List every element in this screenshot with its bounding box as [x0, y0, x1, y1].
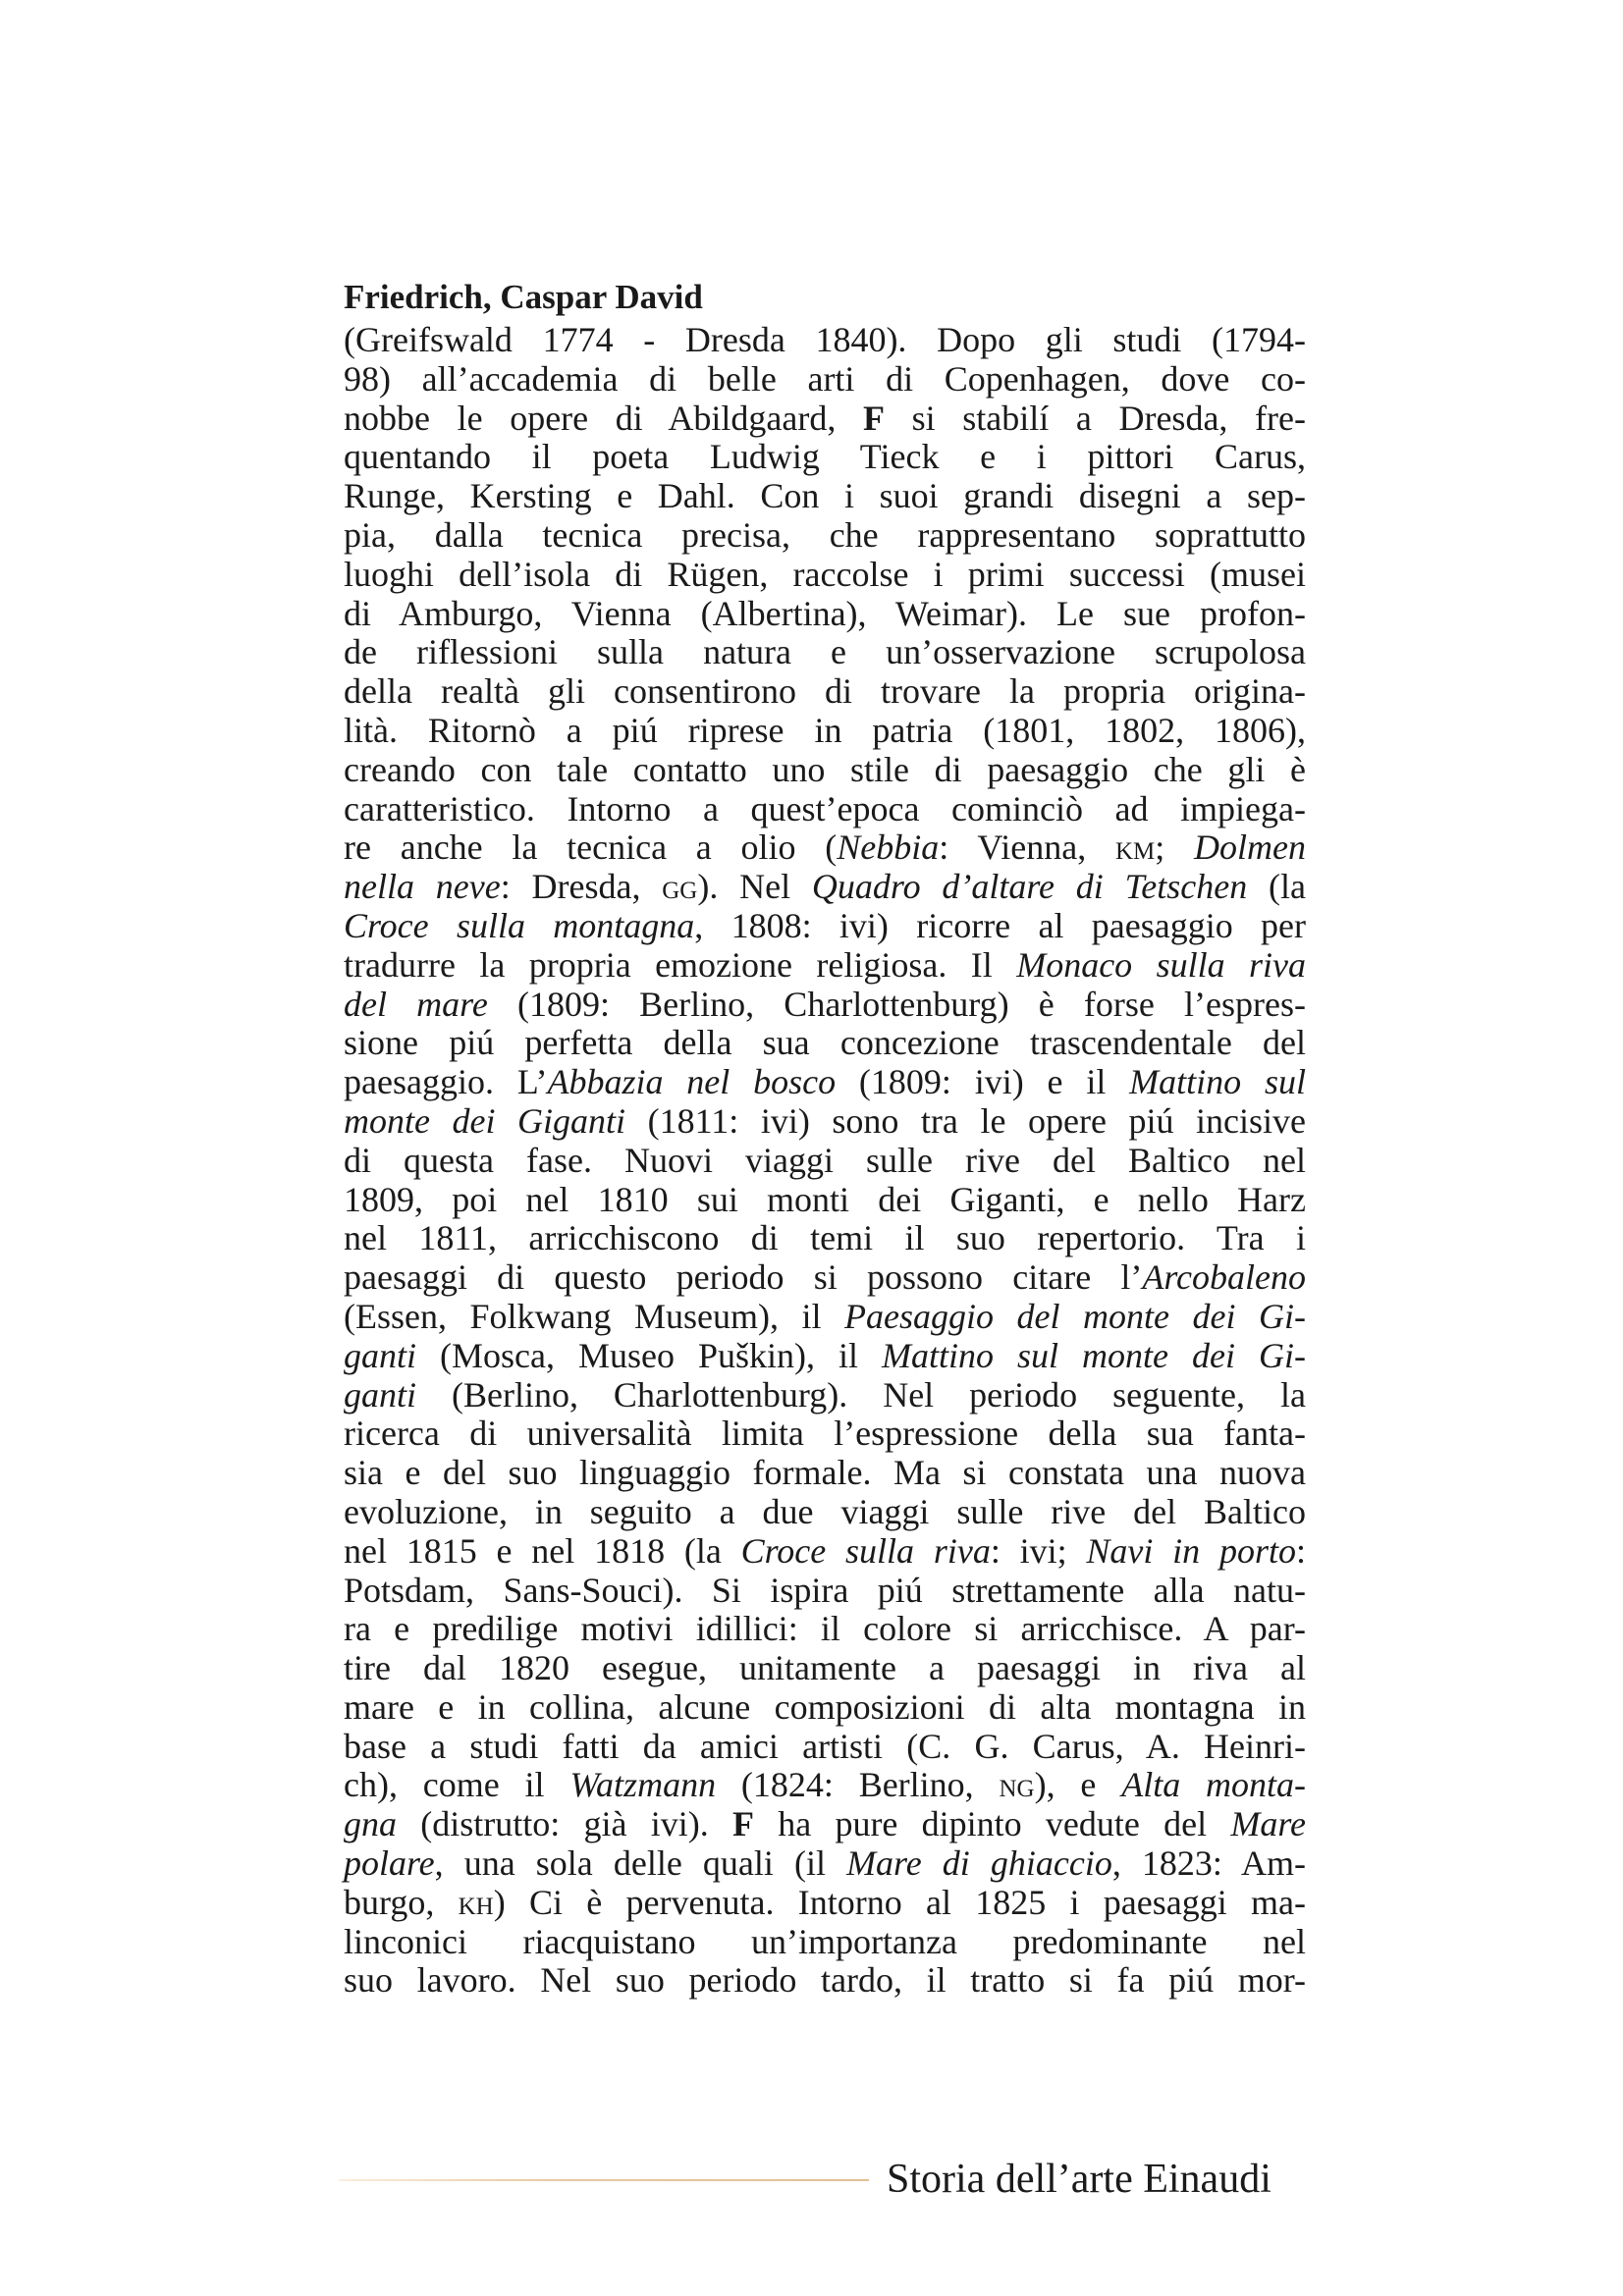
museum-abbrev: kh [458, 1882, 494, 1922]
body-line [344, 712, 1306, 751]
museum-abbrev: km [1114, 828, 1156, 868]
text-run: : Vienna, [939, 828, 1115, 868]
body-line [344, 1415, 1306, 1454]
text-run: ; [1155, 828, 1195, 868]
body-line [344, 1493, 1306, 1532]
body-line [344, 1142, 1306, 1181]
text-run: burgo, [344, 1882, 459, 1922]
text-run: re anche la tecnica a olio ( [344, 828, 838, 868]
text-run: (Mosca, Museo Puškin), il [416, 1335, 883, 1375]
text-run: (1809: ivi) e il [836, 1062, 1130, 1102]
body-line [344, 1063, 1306, 1102]
body-line [344, 438, 1306, 477]
body-line [344, 595, 1306, 634]
italic-title: Abbazia nel bosco [547, 1062, 837, 1102]
text-run: ). Nel [697, 867, 812, 907]
body-line [344, 1688, 1306, 1728]
text-run: nel 1811, arricchiscono di temi il suo repertorio. Tra i [344, 1218, 1306, 1258]
text-run: (Berlino, Charlottenburg). Nel periodo seguente, la [416, 1374, 1306, 1415]
italic-title: Arcobaleno [1142, 1257, 1306, 1298]
text-run: (Essen, Folkwang Museum), il [344, 1296, 845, 1336]
text-run: quentando il poeta Ludwig Tieck e i pittori Carus, [344, 437, 1306, 477]
text-run: 98) all’accademia di belle arti di Copenhagen, dove co- [344, 358, 1306, 399]
body-line [344, 1728, 1306, 1767]
text-run: tire dal 1820 esegue, unitamente a paesaggi in riva al [344, 1648, 1306, 1688]
body-line [344, 868, 1306, 907]
text-run: ) Ci è pervenuta. Intorno al 1825 i paesaggi ma- [493, 1882, 1306, 1922]
text-run: sione piú perfetta della sua concezione trascendentale del [344, 1023, 1306, 1063]
body-line [344, 516, 1306, 556]
museum-abbrev: ng [999, 1765, 1035, 1805]
text-run: di questa fase. Nuovi viaggi sulle rive del Baltico nel [344, 1140, 1306, 1180]
body-line [344, 1258, 1306, 1298]
italic-title: Alta monta- [1121, 1765, 1306, 1805]
text-run: (la [1247, 867, 1307, 907]
text-run: (Greifswald 1774 - Dresda 1840). Dopo gli studi (1794- [344, 320, 1306, 359]
italic-title: Mattino sul monte dei Gi- [882, 1335, 1306, 1375]
entry-title: Friedrich, Caspar David [344, 278, 703, 316]
text-run: paesaggio. L’ [344, 1062, 548, 1102]
body-line [344, 1572, 1306, 1611]
body-line [344, 1961, 1306, 2001]
bold-abbrev: F [862, 398, 885, 438]
text-run: ra e predilige motivi idillici: il colore si arricchisce. A par- [344, 1609, 1306, 1649]
italic-title: Nebbia [837, 828, 940, 868]
text-run: de riflessioni sulla natura e un’osservazione scrupolosa [344, 632, 1306, 672]
body-line [344, 1649, 1306, 1688]
italic-title: Croce sulla riva [740, 1530, 991, 1571]
text-run: (1809: Berlino, Charlottenburg) è forse l’espres- [487, 984, 1306, 1024]
body-line [344, 1532, 1306, 1572]
body-line [344, 477, 1306, 516]
text-run: lità. Ritornò a piú riprese in patria (1801, 1802, 1806), [344, 710, 1306, 750]
body-line [344, 1766, 1306, 1805]
italic-title: ganti [344, 1335, 417, 1375]
text-run: , una sola delle quali (il [434, 1843, 847, 1884]
text-run: caratteristico. Intorno a quest’epoca cominciò ad impiega- [344, 788, 1306, 828]
body-line [344, 907, 1306, 946]
text-run: nobbe le opere di Abildgaard, [344, 398, 863, 438]
body-line [344, 1219, 1306, 1258]
body-line [344, 1181, 1306, 1220]
italic-title: del mare [344, 984, 488, 1024]
italic-title: Croce sulla montagna [344, 905, 695, 945]
body-line [344, 1102, 1306, 1142]
italic-title: Dolmen [1194, 828, 1306, 868]
museum-abbrev: gg [662, 867, 698, 907]
italic-title: Mare di ghiaccio [846, 1843, 1112, 1884]
text-run: Runge, Kersting e Dahl. Con i suoi grandi disegni a sep- [344, 476, 1306, 516]
text-run: linconici riacquistano un’importanza predominante nel [344, 1921, 1306, 1961]
body-line [344, 828, 1306, 868]
footer-rule [339, 2179, 869, 2181]
body-line [344, 1376, 1306, 1415]
text-run: della realtà gli consentirono di trovare la propria origina- [344, 671, 1306, 712]
text-run: : ivi; [990, 1530, 1087, 1571]
body-line [344, 633, 1306, 672]
text-run: mare e in collina, alcune composizioni di alta montagna in [344, 1686, 1306, 1727]
footer-publisher: Storia dell’arte Einaudi [887, 2157, 1271, 2202]
italic-title: gna [344, 1804, 397, 1844]
body-line [344, 1337, 1306, 1376]
text-run: ha pure dipinto vedute del [753, 1804, 1231, 1844]
text-run: , 1823: Am- [1111, 1843, 1307, 1884]
text-run: suo lavoro. Nel suo periodo tardo, il tratto si fa piú mor- [344, 1960, 1306, 2001]
text-run: di Amburgo, Vienna (Albertina), Weimar). Le sue profon- [344, 593, 1306, 633]
body-line [344, 672, 1306, 712]
body-line [344, 1454, 1306, 1493]
body-line [344, 360, 1306, 400]
text-run: (1824: Berlino, [716, 1765, 1000, 1805]
body-line [344, 1805, 1306, 1844]
text-run: base a studi fatti da amici artisti (C. G. Carus, A. Heinri- [344, 1726, 1306, 1766]
text-run: : Dresda, [500, 867, 663, 907]
text-run: nel 1815 e nel 1818 (la [344, 1530, 741, 1571]
body-line [344, 946, 1306, 986]
body-line [344, 400, 1306, 439]
body-line [344, 556, 1306, 595]
italic-title: Monaco sulla riva [1016, 944, 1306, 985]
text-run: ), e [1034, 1765, 1122, 1805]
text-run: pia, dalla tecnica precisa, che rappresentano soprattutto [344, 514, 1306, 555]
text-run: creando con tale contatto uno stile di paesaggio che gli è [344, 749, 1306, 789]
entry-body [344, 321, 1306, 2001]
italic-title: Mare [1230, 1804, 1306, 1844]
text-run: 1809, poi nel 1810 sui monti dei Giganti, e nello Harz [344, 1179, 1306, 1219]
body-line [344, 1844, 1306, 1884]
body-line [344, 1610, 1306, 1649]
text-run: : [1295, 1530, 1306, 1571]
body-line [344, 1923, 1306, 1962]
text-run: ricerca di universalità limita l’espressione della sua fanta- [344, 1414, 1306, 1454]
text-run: ch), come il [344, 1765, 570, 1805]
body-line [344, 1884, 1306, 1923]
text-run: si stabilí a Dresda, fre- [884, 398, 1306, 438]
body-line [344, 1024, 1306, 1063]
italic-title: Mattino sul [1129, 1062, 1307, 1102]
body-line [344, 1298, 1306, 1337]
italic-title: polare [344, 1843, 435, 1884]
bold-abbrev: F [731, 1804, 754, 1844]
text-run: evoluzione, in seguito a due viaggi sulle rive del Baltico [344, 1491, 1306, 1531]
text-run: (distrutto: già ivi). [397, 1804, 732, 1844]
body-line [344, 321, 1306, 360]
text-run: , 1808: ivi) ricorre al paesaggio per [694, 905, 1307, 945]
italic-title: Watzmann [569, 1765, 717, 1805]
text-run: tradurre la propria emozione religiosa. Il [344, 944, 1017, 985]
text-run: Potsdam, Sans-Souci). Si ispira piú strettamente alla natu- [344, 1570, 1306, 1610]
text-run: paesaggi di questo periodo si possono citare l’ [344, 1257, 1143, 1298]
italic-title: Paesaggio del monte dei Gi- [844, 1296, 1306, 1336]
text-run: sia e del suo linguaggio formale. Ma si constata una nuova [344, 1453, 1306, 1493]
body-line [344, 751, 1306, 790]
italic-title: Quadro d’altare di Tetschen [811, 867, 1248, 907]
text-run: (1811: ivi) sono tra le opere piú incisive [625, 1100, 1307, 1141]
italic-title: ganti [344, 1374, 417, 1415]
body-line [344, 986, 1306, 1025]
italic-title: monte dei Giganti [344, 1100, 626, 1141]
italic-title: Navi in porto [1086, 1530, 1296, 1571]
italic-title: nella neve [344, 867, 501, 907]
text-run: luoghi dell’isola di Rügen, raccolse i primi successi (musei [344, 554, 1306, 594]
body-line [344, 790, 1306, 829]
